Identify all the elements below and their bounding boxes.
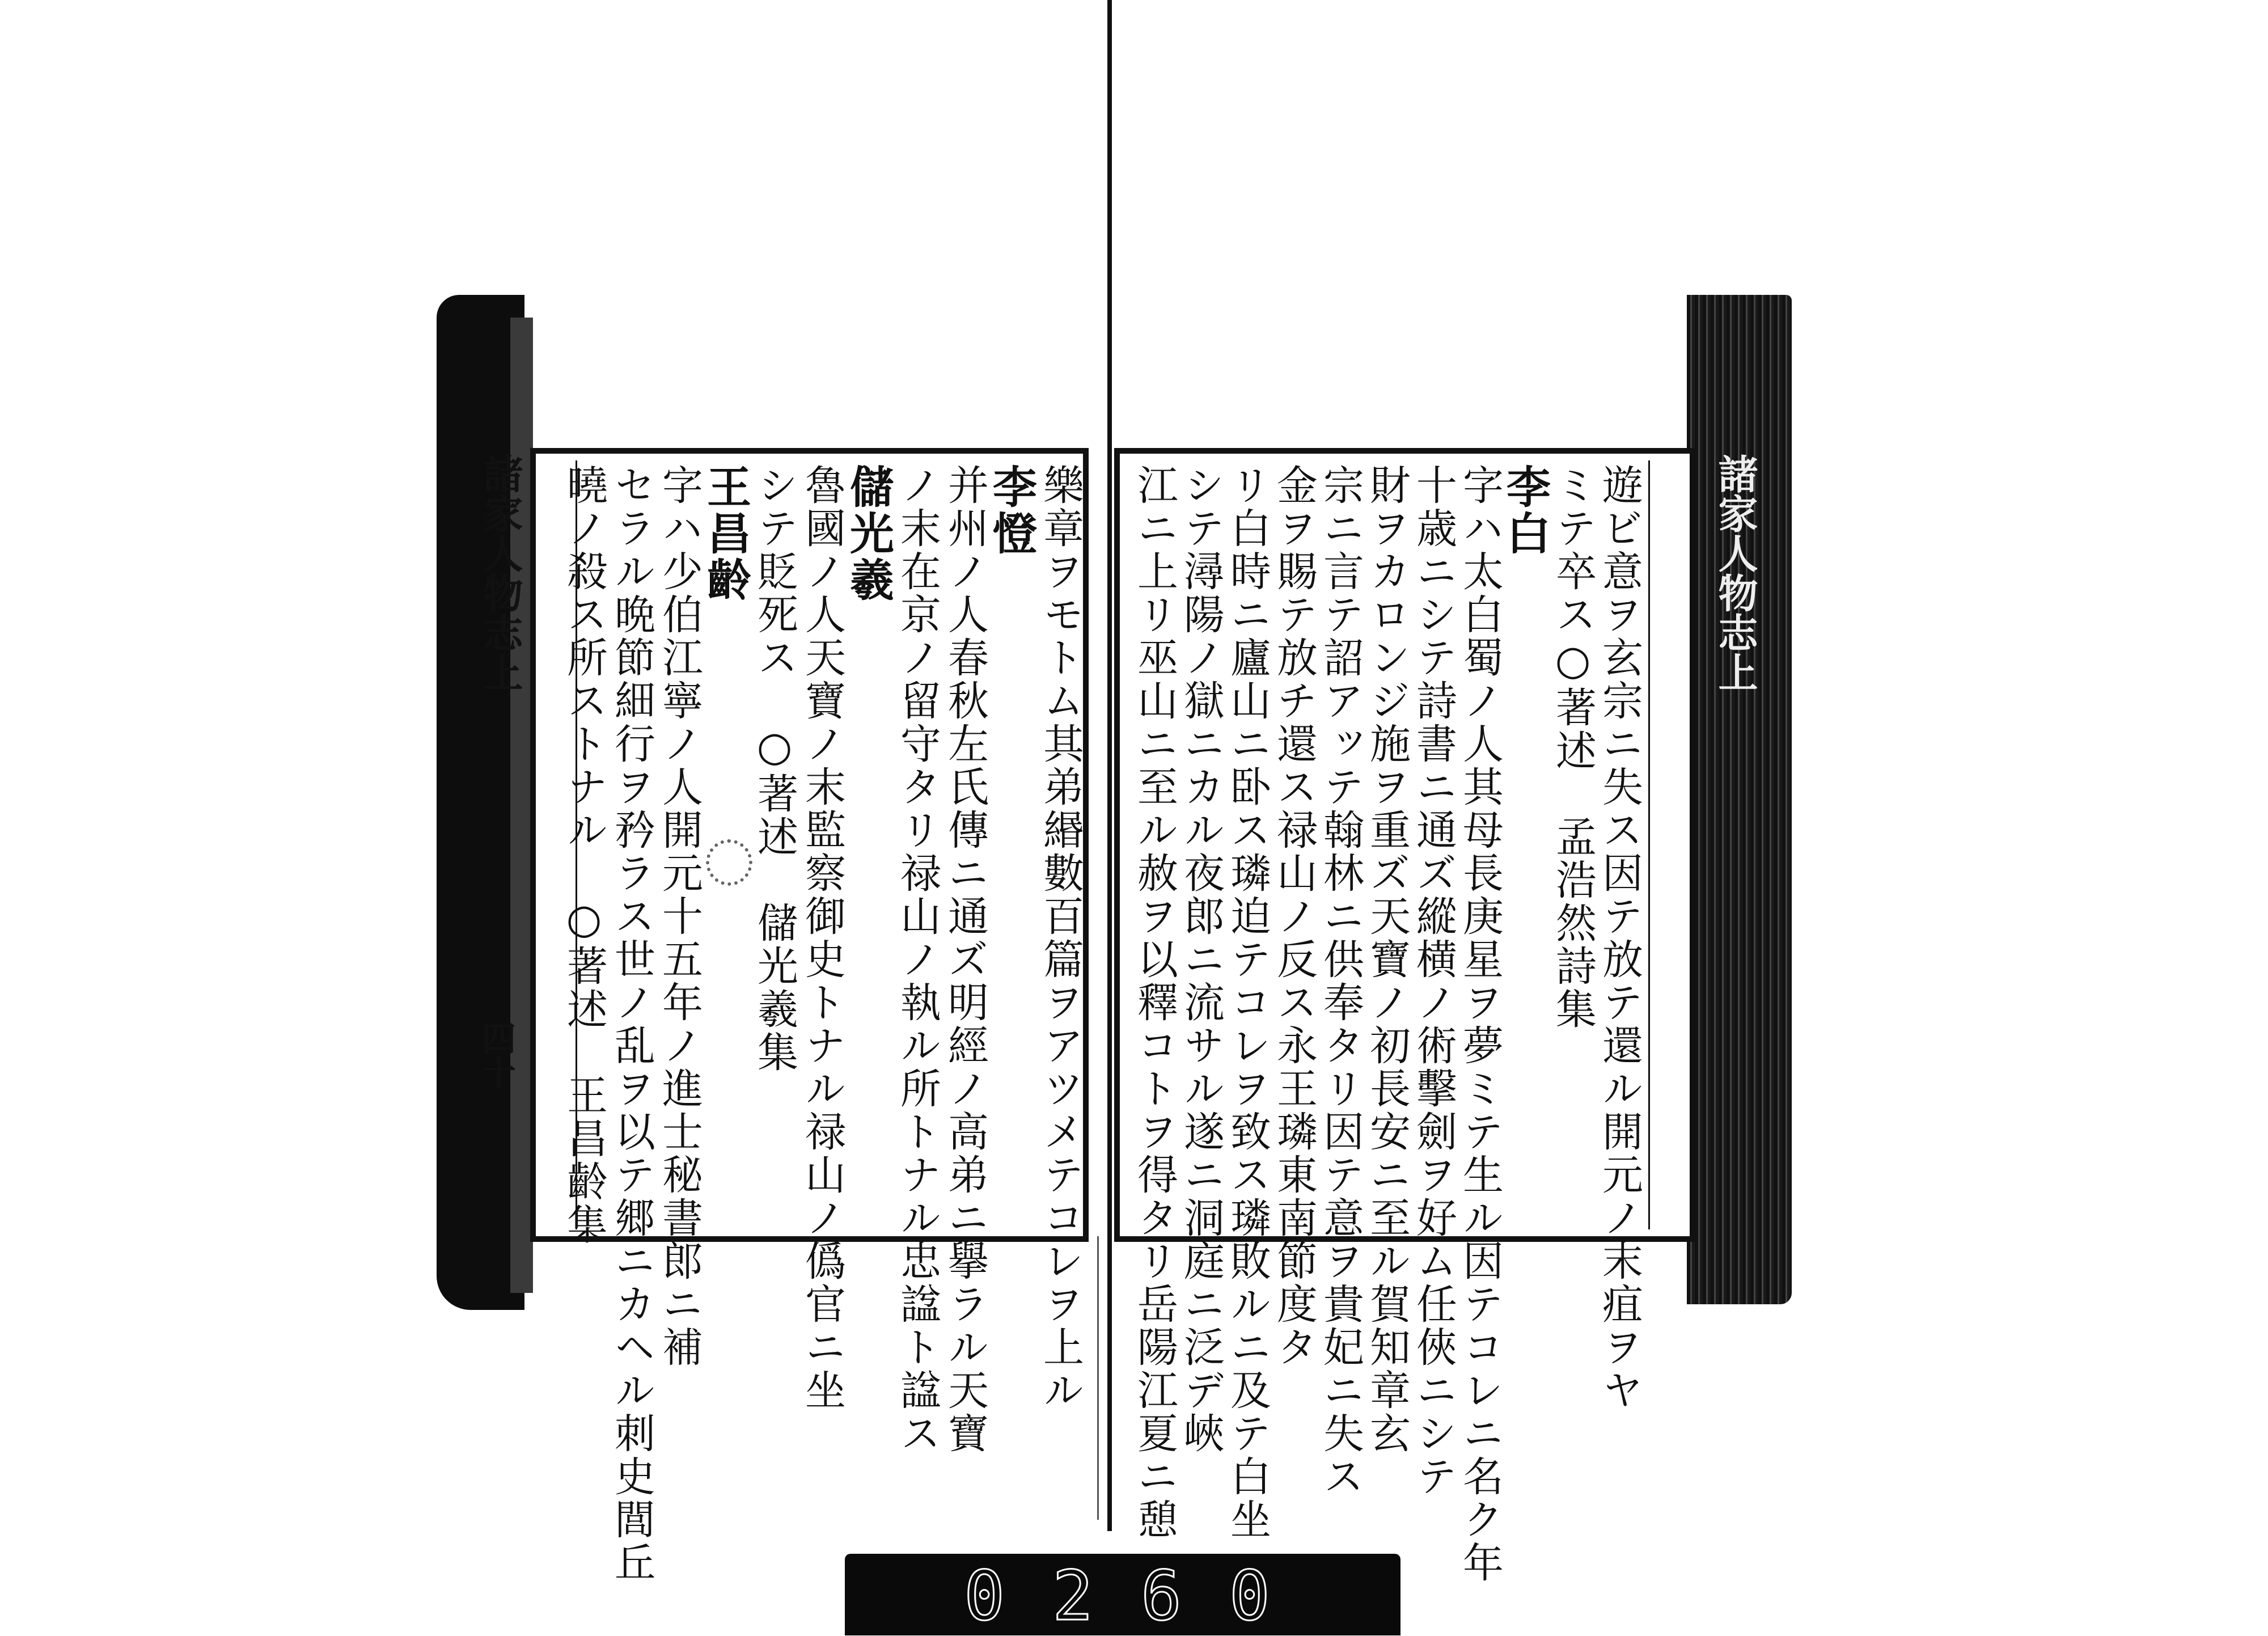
frame-digit-2: 2 [1052, 1557, 1105, 1636]
left-page-column-6: 魯國ノ人天寶ノ末監察御史トナル禄山ノ僞官ニ坐 [798, 464, 846, 1412]
right-page-border-rule [1648, 460, 1650, 1229]
left-page-heading-chu-guangxi: 儲光羲 [843, 464, 894, 603]
right-page-column-9: 金ヲ賜テ放チ還ス禄山ノ反ス永王璘東南節度タ [1270, 464, 1318, 1369]
right-page-column-11: シテ潯陽ノ獄ニカル夜郎ニ流サル遂ニ洞庭ニ泛デ峽 [1177, 464, 1225, 1455]
ink-blot-mark [706, 839, 752, 886]
right-page-column-10: リ白時ニ廬山ニ卧ス璘迫テコレヲ致ス璘敗ルニ及テ白坐 [1224, 464, 1271, 1541]
right-page-column-3: ミテ卒ス○著述 孟浩然詩集 [1549, 464, 1597, 1031]
left-page-column-7: シテ貶死ス ○著述 儲光羲集 [751, 464, 798, 1074]
left-page-column-10: セラル晩節細行ヲ矜ラス世ノ乱ヲ以テ郷ニカヘル刺史閭丘 [608, 464, 655, 1584]
gutter-fold-line [1097, 1236, 1099, 1520]
right-page-column-2: 遊ビ意ヲ玄宗ニ失ス因テ放テ還ル開元ノ末疽ヲヤ [1596, 464, 1643, 1412]
right-page-column-12: 江ニ上リ巫山ニ至ル赦ヲ以釋コトヲ得タリ岳陽江夏ニ憩 [1131, 464, 1178, 1541]
left-page-column-3: 并州ノ人春秋左氏傳ニ通ズ明經ノ高弟ニ擧ラル天寶 [941, 464, 989, 1455]
right-page-column-5: 字ハ太白蜀ノ人其母長庚星ヲ夢ミテ生ル因テコレニ名ク年 [1456, 464, 1504, 1584]
frame-number [964, 1557, 1281, 1636]
left-page-heading-wang-changling: 王昌齡 [700, 464, 751, 603]
left-page-column-1: 樂章ヲモトム其弟緡數百篇ヲアツメテコレヲ上ル [1036, 464, 1084, 1412]
frame-digit-4: 0 [1229, 1557, 1281, 1636]
left-page-column-9: 字ハ少伯江寧ノ人開元十五年ノ進士秘書郎ニ補 [655, 464, 703, 1369]
left-page [530, 448, 1089, 1584]
left-page-column-11: 曉ノ殺ス所ストナル ○著述 王昌齡集 [560, 464, 608, 1246]
left-leaf-number: 四十 [476, 1021, 516, 1089]
left-page-heading-li-cheng: 李憕 [985, 464, 1037, 557]
right-page-column-6: 十歳ニシテ詩書ニ通ズ縱横ノ術擊劍ヲ好ム任俠ニシテ [1410, 464, 1457, 1498]
book-edge-right [1687, 295, 1792, 1304]
right-page [1114, 448, 1695, 1584]
right-fore-edge-title: 諸家人物志上 [1712, 454, 1759, 692]
frame-digit-3: 6 [1140, 1557, 1194, 1636]
right-page-column-8: 宗ニ言テ詔アッテ翰林ニ供奉タリ因テ意ヲ貴妃ニ失ス [1317, 464, 1364, 1498]
right-page-column-7: 財ヲカロンジ施ヲ重ズ天寶ノ初長安ニ至ル賀知章玄 [1363, 464, 1411, 1455]
left-page-column-4: ノ末在京ノ留守タリ禄山ノ執ル所トナル忠諡ト諡ス [894, 464, 941, 1455]
left-fore-edge-title: 諸家人物志上 [477, 454, 524, 692]
spread-gutter [1107, 0, 1112, 1531]
right-page-heading-li-bai: 李白 [1499, 464, 1551, 557]
frame-digit-1: 0 [964, 1557, 1017, 1636]
